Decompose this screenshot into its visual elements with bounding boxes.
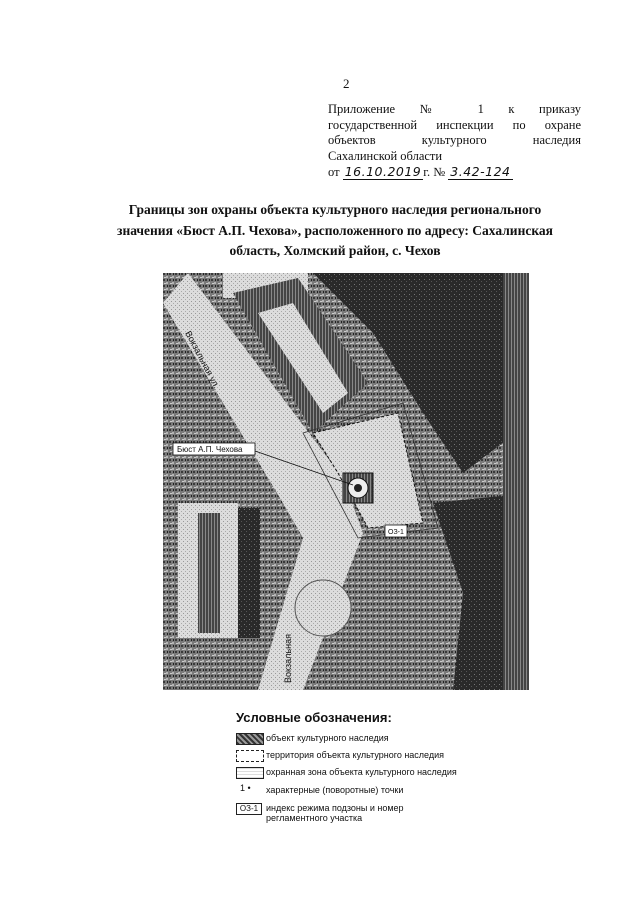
date-prefix: от bbox=[328, 165, 340, 179]
legend-item-label: объект культурного наследия bbox=[266, 733, 389, 743]
street-label: Вокзальная bbox=[283, 634, 293, 683]
year-number-suffix: г. № bbox=[423, 165, 446, 179]
object-swatch bbox=[236, 733, 264, 745]
zone-swatch bbox=[236, 767, 264, 779]
appendix-block bbox=[328, 102, 581, 181]
object-label: Бюст А.П. Чехова bbox=[177, 445, 243, 454]
appendix-line: государственной инспекции по охране bbox=[328, 117, 581, 132]
building-block bbox=[238, 508, 260, 638]
zone-code-label: ОЗ-1 bbox=[388, 529, 404, 536]
building-block bbox=[198, 513, 220, 633]
legend-item-label: охранная зона объекта культурного наследия bbox=[266, 767, 457, 777]
territory-swatch bbox=[236, 750, 264, 762]
handwritten-order-number: 3.42-124 bbox=[450, 164, 511, 179]
street-label: Вокзальная ул. bbox=[183, 329, 222, 391]
document-title: Границы зон охраны объекта культурного наследия регионального значения «Бюст А.П. Чехова», расположенного по адресу: Сахалинская область, Холмский район, с. Чехов bbox=[117, 202, 553, 258]
handwritten-date: 16.10.2019 bbox=[344, 164, 422, 179]
monument-circle bbox=[354, 484, 362, 492]
aerial-map bbox=[163, 273, 529, 690]
zone-code-swatch: ОЗ-1 bbox=[236, 803, 262, 815]
railway-tracks bbox=[503, 273, 529, 690]
legend-item-label: характерные (поворотные) точки bbox=[266, 785, 404, 795]
legend-item-label: территория объекта культурного наследия bbox=[266, 750, 445, 760]
page-number: 2 bbox=[343, 76, 350, 91]
legend-title: Условные обозначения: bbox=[236, 710, 392, 725]
appendix-date-line bbox=[328, 164, 581, 181]
appendix-line: Сахалинской области bbox=[328, 148, 443, 163]
fountain-circle bbox=[295, 580, 351, 636]
legend-item-label: индекс режима подзоны и номер регламентного участка bbox=[266, 803, 404, 823]
appendix-line: объектов культурного наследия bbox=[328, 133, 581, 147]
appendix-line: Приложение № 1 к приказу bbox=[328, 102, 581, 116]
point-marker-icon: 1 • bbox=[240, 783, 251, 793]
